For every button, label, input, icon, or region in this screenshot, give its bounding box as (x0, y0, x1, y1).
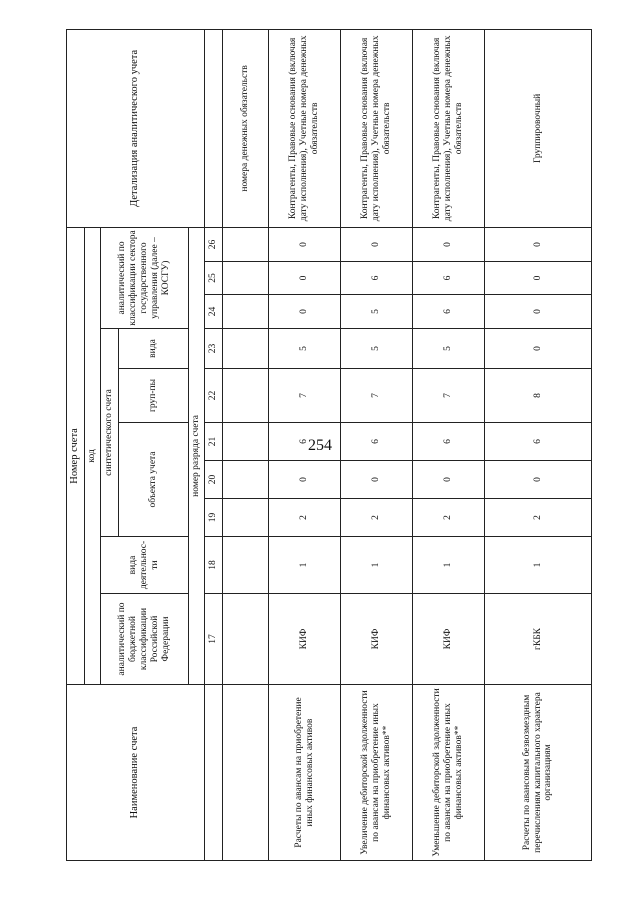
row-c20: 0 (485, 461, 592, 499)
row-c21: 6 (341, 423, 413, 461)
table-row (485, 29, 592, 860)
header-detail: Детализация аналитического учета (67, 29, 205, 227)
row-c21: 6 (485, 423, 592, 461)
row-c22: 7 (413, 369, 485, 423)
accounts-table (66, 29, 592, 861)
row-detail: Контрагенты, Правовые основания (включая дату исполнения), Учетные номера денежных обязательств (341, 29, 413, 227)
row-c19: 2 (413, 499, 485, 537)
header-activity-type: вида деятельнос-ти (101, 537, 189, 594)
row-c26: 0 (485, 227, 592, 261)
row-c17: КИФ (269, 594, 341, 685)
digit-25: 25 (205, 262, 223, 295)
digit-19: 19 (205, 499, 223, 537)
row-detail: Группировочный (485, 29, 592, 227)
header-kind: вида (119, 329, 189, 369)
row-c26: 0 (341, 227, 413, 261)
page-number: 254 (308, 437, 332, 454)
table-row (269, 29, 341, 860)
row-c19: 2 (485, 499, 592, 537)
header-analytic-budget: аналитический по бюджетной классификации Российской Федерации (101, 594, 189, 685)
digit-22: 22 (205, 369, 223, 423)
row-c17: КИФ (413, 594, 485, 685)
row-c23: 5 (341, 329, 413, 369)
row-c17: гКБК (485, 594, 592, 685)
row-c24: 0 (485, 295, 592, 329)
row-name: Расчеты по авансовым безвозмездным перечислениям капитального характера организациям (485, 685, 592, 861)
row-c25: 0 (485, 262, 592, 295)
row-c25: 6 (413, 262, 485, 295)
header-analytic-sector: аналитический по классификации сектора государственного управления (далее – КОСГУ) (101, 227, 189, 328)
row-c23: 5 (269, 329, 341, 369)
row-c20: 0 (413, 461, 485, 499)
table-row (341, 29, 413, 860)
digit-20: 20 (205, 461, 223, 499)
digit-18: 18 (205, 537, 223, 594)
row-c22: 7 (341, 369, 413, 423)
row-c20: 0 (341, 461, 413, 499)
row-c21: 6 (413, 423, 485, 461)
row-c26: 0 (269, 227, 341, 261)
row-c24: 5 (341, 295, 413, 329)
row-c21: 6 (269, 423, 341, 461)
row-detail: Контрагенты, Правовые основания (включая дату исполнения), Учетные номера денежных обязательств (413, 29, 485, 227)
row-c23: 5 (413, 329, 485, 369)
digit-24: 24 (205, 295, 223, 329)
row-c19: 2 (269, 499, 341, 537)
row-c26: 0 (413, 227, 485, 261)
header-synthetic: синтетического счета (101, 329, 119, 537)
row-c24: 6 (413, 295, 485, 329)
row-c24: 0 (269, 295, 341, 329)
digit-26: 26 (205, 227, 223, 261)
table-row (413, 29, 485, 860)
header-code: код (85, 227, 101, 684)
row-c18: 1 (485, 537, 592, 594)
header-account-number: Номер счета (67, 227, 85, 684)
header-name: Наименование счета (67, 685, 205, 861)
row-name: Увеличение дебиторской задолженности по авансам на приобретение иных финансовых активов** (341, 685, 413, 861)
row-c20: 0 (269, 461, 341, 499)
header-group: груп-пы (119, 369, 189, 423)
row-c18: 1 (269, 537, 341, 594)
intro-detail: номера денежных обязательств (223, 29, 269, 227)
header-digit-row: номер разряда счета (189, 227, 205, 684)
header-object: объекта учета (119, 423, 189, 537)
row-c22: 8 (485, 369, 592, 423)
row-c18: 1 (341, 537, 413, 594)
row-c22: 7 (269, 369, 341, 423)
row-c23: 0 (485, 329, 592, 369)
row-detail: Контрагенты, Правовые основания (включая дату исполнения), Учетные номера денежных обязательств (269, 29, 341, 227)
row-c25: 0 (269, 262, 341, 295)
row-name: Расчеты по авансам на приобретение иных финансовых активов (269, 685, 341, 861)
row-c17: КИФ (341, 594, 413, 685)
digit-17: 17 (205, 594, 223, 685)
row-c25: 6 (341, 262, 413, 295)
row-name: Уменьшение дебиторской задолженности по авансам на приобретение иных финансовых активов** (413, 685, 485, 861)
rotated-table-container (66, 30, 591, 861)
digit-21: 21 (205, 423, 223, 461)
row-c19: 2 (341, 499, 413, 537)
digit-23: 23 (205, 329, 223, 369)
row-c18: 1 (413, 537, 485, 594)
